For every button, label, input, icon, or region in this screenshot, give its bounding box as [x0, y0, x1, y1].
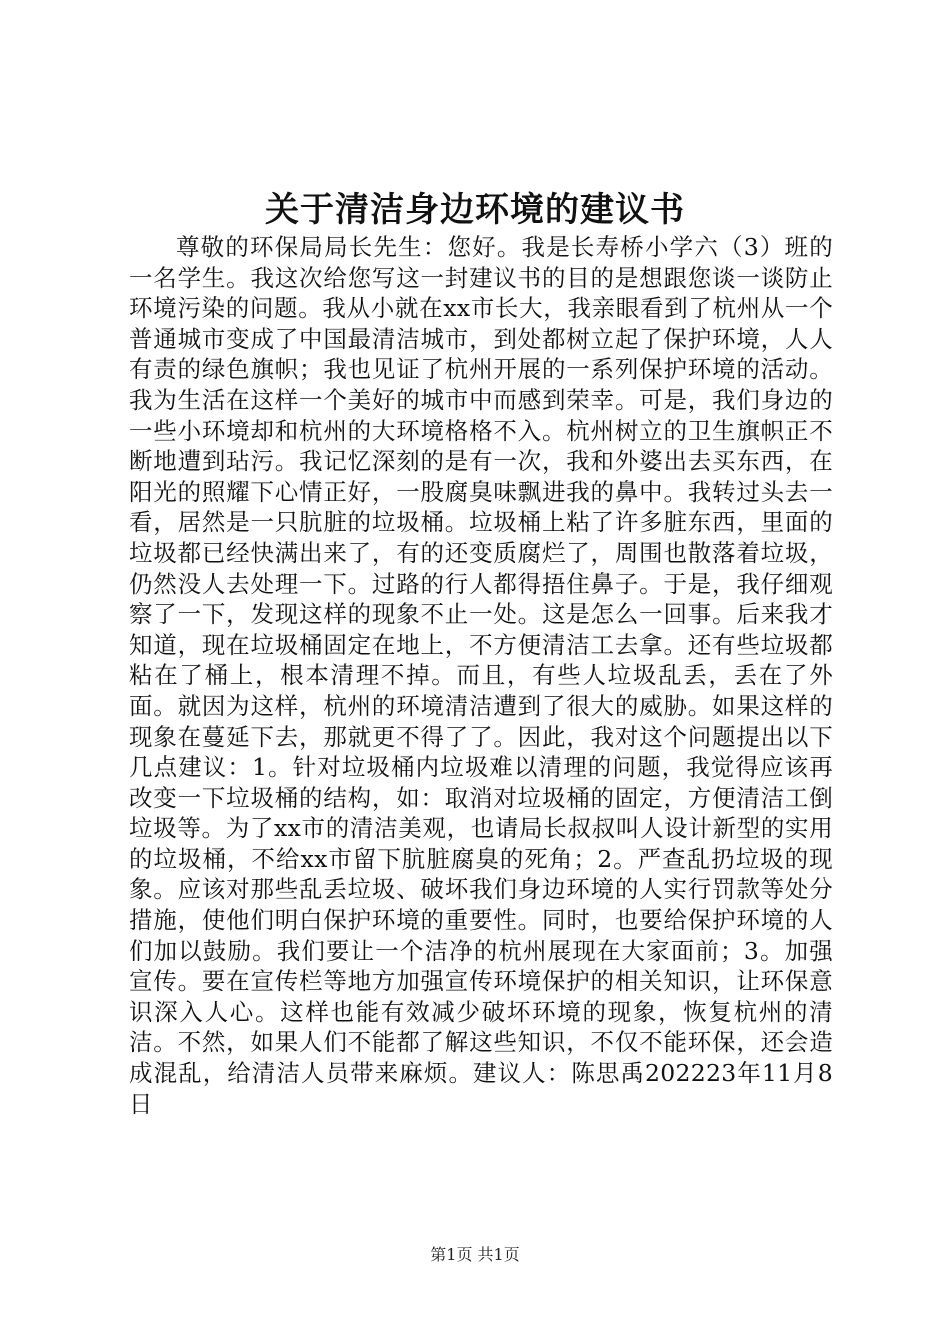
document-body: 尊敬的环保局局长先生：您好。我是长寿桥小学六（3）班的一名学生。我这次给您写这一封建议书的目的是想跟您谈一谈防止环境污染的问题。我从小就在xx市长大，我亲眼看到了杭州从一个普通城市变成了中国最清洁城市，到处都树立起了保护环境，人人有责的绿色旗帜；我也见证了杭州开展的一系列保护环境的活动。我为生活在这样一个美好的城市中而感到荣幸。可是，我们身边的一些小环境却和杭州的大环境格格不入。杭州树立的卫生旗帜正不断地遭到玷污。我记忆深刻的是有一次，我和外婆出去买东西，在阳光的照耀下心情正好，一股腐臭味飘进我的鼻中。我转过头去一看，居然是一只肮脏的垃圾桶。垃圾桶上粘了许多脏东西，里面的垃圾都已经快满出来了，有的还变质腐烂了，周围也散落着垃圾，仍然没人去处理一下。过路的行人都得捂住鼻子。于是，我仔细观察了一下，发现这样的现象不止一处。这是怎么一回事。后来我才知道，现在垃圾桶固定在地上，不方便清洁工去拿。还有些垃圾都粘在了桶上，根本清理不掉。而且，有些人垃圾乱丢，丢在了外面。就因为这样，杭州的环境清洁遭到了很大的威胁。如果这样的现象在蔓延下去，那就更不得了了。因此，我对这个问题提出以下几点建议：1。针对垃圾桶内垃圾难以清理的问题，我觉得应该再改变一下垃圾桶的结构，如：取消对垃圾桶的固定，方便清洁工倒垃圾等。为了xx市的清洁美观，也请局长叔叔叫人设计新型的实用的垃圾桶，不给xx市留下肮脏腐臭的死角；2。严查乱扔垃圾的现象。应该对那些乱丢垃圾、破坏我们身边环境的人实行罚款等处分措施，使他们明白保护环境的重要性。同时，也要给保护环境的人们加以鼓励。我们要让一个洁净的杭州展现在大家面前；3。加强宣传。要在宣传栏等地方加强宣传环境保护的相关知识，让环保意识深入人心。这样也能有效减少破坏环境的现象，恢复杭州的清洁。不然，如果人们不能都了解这些知识，不仅不能环保，还会造成混乱，给清洁人员带来麻烦。建议人：陈思禹202223年11月8日: [129, 233, 833, 1118]
document-title: 关于清洁身边环境的建议书: [265, 190, 685, 230]
page-footer: 第1页 共1页: [430, 1245, 520, 1264]
